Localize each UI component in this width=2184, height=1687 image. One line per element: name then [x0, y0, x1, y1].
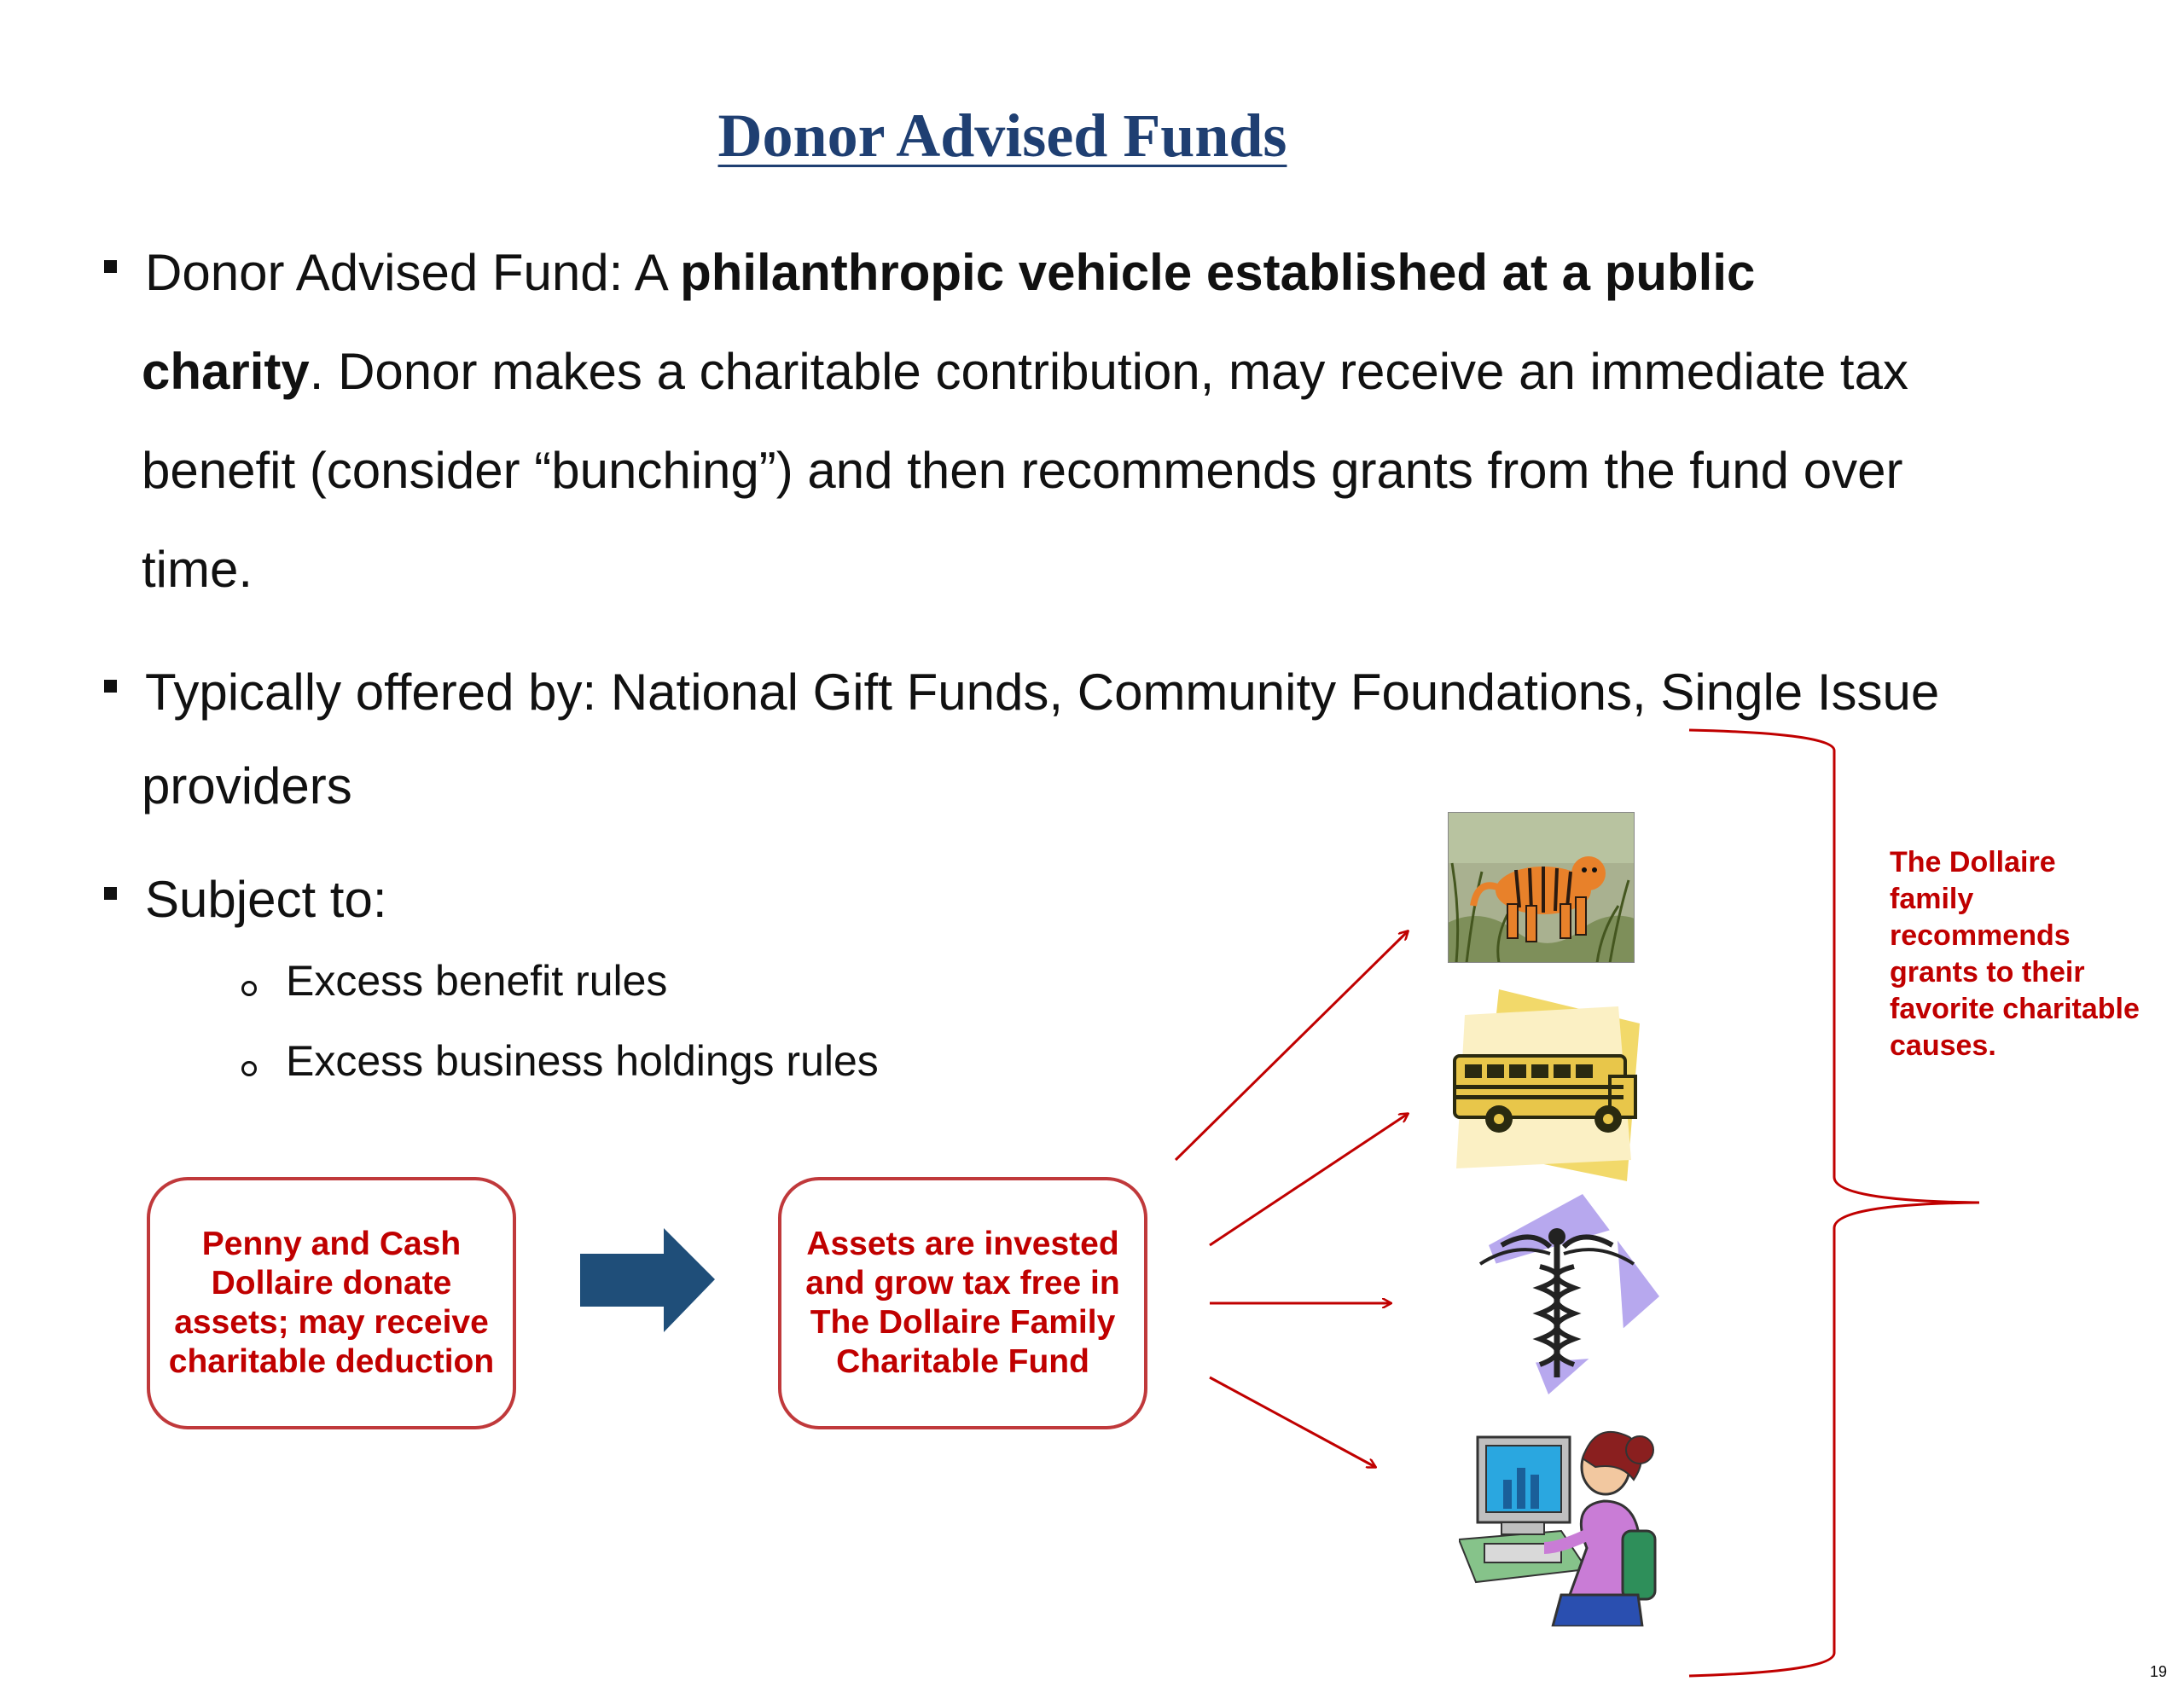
slide-title: Donor Advised Funds: [717, 101, 1287, 170]
block-arrow-icon: [580, 1228, 715, 1332]
bullet-1-line-3: benefit (consider “bunching”) and then recommends grants from the fund over: [142, 442, 1903, 499]
computer-worker-icon: [1459, 1420, 1664, 1626]
page-number: 19: [2150, 1663, 2168, 1680]
school-bus-icon: [1448, 989, 1644, 1181]
bullet-1-line-1: Donor Advised Fund: A philanthropic vehicle established at a public: [145, 244, 1756, 301]
bullet-1-line-4: time.: [142, 541, 253, 598]
caduceus-icon: [1455, 1194, 1659, 1399]
bullet-1-line-2: charity. Donor makes a charitable contribution, may receive an immediate tax: [142, 343, 1908, 400]
connector-arrow: [1210, 1114, 1408, 1245]
sub-bullet-item: Excess business holdings rules: [286, 1037, 879, 1085]
bullet-3-line-1: Subject to:: [145, 871, 387, 928]
connector-arrow: [1176, 931, 1408, 1160]
fund-box-text: Assets are invested and grow tax free in The Dollaire Family Charitable Fund: [805, 1226, 1120, 1380]
sub-bullet-item: Excess benefit rules: [286, 957, 668, 1005]
recommendation-note: The Dollaire family recommends grants to their favorite charitable causes.: [1890, 846, 2140, 1062]
connector-arrow: [1210, 1377, 1375, 1467]
tiger-icon: [1448, 812, 1635, 963]
bullet-2-line-2: providers: [142, 757, 352, 815]
donor-box-text: Penny and Cash Dollaire donate assets; may receive charitable deduction: [168, 1226, 495, 1380]
bullet-2-line-1: Typically offered by: National Gift Funds, Community Foundations, Single Issue: [145, 664, 1940, 721]
